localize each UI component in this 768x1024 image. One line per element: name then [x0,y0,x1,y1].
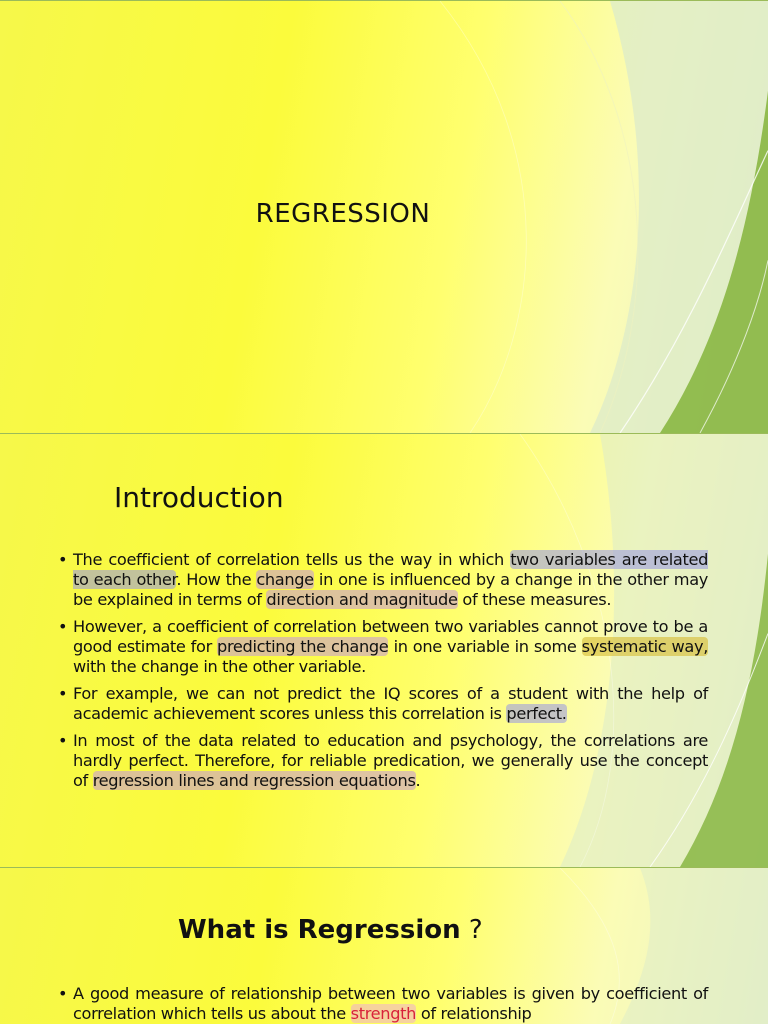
highlight-text: predicting the change [217,637,389,656]
highlight-text: regression lines and regression equations [92,771,416,790]
highlight-text: systematic way, [581,637,708,656]
slide-what-is-regression [0,867,768,1024]
bullet-text: However, a coefficient of correlation between two variables cannot prove to be a good estimate for [73,617,708,656]
bullet-text: For example, we can not predict the IQ scores of a student with the help of academic achievement scores unless this correlation is [73,684,708,723]
highlight-text: change [256,570,314,589]
slide-regression-title [0,0,768,433]
bullet-text: . [415,771,421,790]
bullet-text: The coefficient of correlation tells us the way in which [73,550,511,569]
bullet-text: of relationship [416,1004,532,1023]
bullet-text: In most of the data related to education and psychology, the correlations are hardly perfect. Therefore, for reliable predication, we generally use the concept of [73,731,708,790]
bullet-text: with the change in the other variable. [73,657,366,676]
bullet-text: A good measure of relationship between two variables is given by coefficient of correlation which tells us about the [73,984,708,1023]
bullet-text: in one is influenced by a change in the other may be explained in terms of [73,570,708,609]
slide-title: Introduction [114,481,284,514]
bullet-text: . How the [176,570,257,589]
bullet-text: in one variable in some [388,637,582,656]
slide-introduction [0,433,768,867]
bullet-item [58,617,708,677]
highlight-text: strength [350,1004,417,1023]
title-text: What is Regression [178,915,461,945]
highlight-text: direction and magnitude [266,590,458,609]
highlight-text: two variables are related to each other [73,550,708,589]
title-question-mark: ? [460,915,483,945]
slide-title: REGRESSION [255,199,431,229]
slide-title [178,915,483,945]
bullet-list [58,550,708,798]
highlight-text: perfect. [506,704,567,723]
bullet-item [58,684,708,724]
bullet-item [58,550,708,610]
bullet-text: of these measures. [457,590,612,609]
bullet-item [58,731,708,791]
bullet-list [58,984,708,1024]
bullet-item [58,984,708,1024]
